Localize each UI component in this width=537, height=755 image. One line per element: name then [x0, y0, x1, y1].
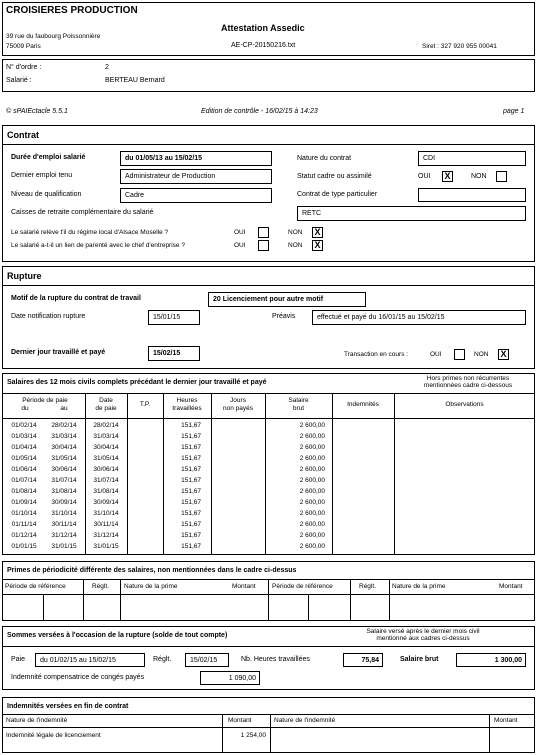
- row-salaire-brut: 2 600,00: [299, 466, 325, 473]
- preavis-field: effectué et payé du 16/01/15 au 15/02/15: [312, 310, 526, 325]
- contrat-title: Contrat: [7, 130, 39, 140]
- preavis-label: Préavis: [272, 313, 296, 320]
- company-name: CROISIERES PRODUCTION: [6, 5, 138, 16]
- col-heures-header-1: Heures: [176, 397, 198, 404]
- sommes-title: Sommes versées à l'occasion de la rupture (solde de tout compte): [7, 632, 228, 639]
- emploi-field: Administrateur de Production: [120, 169, 272, 184]
- row-salaire-brut: 2 600,00: [299, 499, 325, 506]
- col-date-header-1: Date: [99, 397, 113, 404]
- row-date-paie: 28/02/14: [93, 422, 119, 429]
- parente-oui-checkbox[interactable]: [258, 240, 269, 251]
- conges-field: 1 090,00: [200, 671, 260, 685]
- salaires-col-sep-6: [332, 393, 333, 555]
- sommes-title-divider: [2, 646, 535, 647]
- salaires-note: Hors primes non récurrentes mentionnées cadre ci-dessous: [423, 375, 513, 389]
- alsace-non-label: NON: [288, 229, 303, 236]
- primes-reglt-header-left: Réglt.: [92, 583, 109, 590]
- row-du: 01/07/14: [11, 477, 37, 484]
- row-heures: 151,67: [181, 477, 201, 484]
- salaire-brut-label: Salaire brut: [400, 656, 439, 663]
- row-du: 01/06/14: [11, 466, 37, 473]
- row-date-paie: 31/12/14: [93, 532, 119, 539]
- software-version: © sPAIEctacle 5.5.1: [6, 108, 68, 115]
- salaires-col-sep-7: [394, 393, 395, 555]
- rupture-title-divider: [2, 285, 535, 286]
- primes-col-sep-2: [83, 579, 84, 621]
- dernier-jour-label: Dernier jour travaillé et payé: [11, 349, 106, 356]
- primes-periode-header-right: Période de référence: [272, 583, 333, 590]
- row-au: 31/12/14: [51, 532, 77, 539]
- row-date-paie: 31/05/14: [93, 455, 119, 462]
- reglt-label: Réglt.: [153, 656, 172, 663]
- sommes-note: Salaire versé après le dernier mois civil mentionné aux cadres ci-dessus: [366, 628, 480, 642]
- salaires-title-divider: [2, 393, 535, 394]
- row-heures: 151,67: [181, 466, 201, 473]
- caisses-field: RETC: [297, 206, 526, 221]
- row-salaire-brut: 2 600,00: [299, 455, 325, 462]
- row-heures: 151,67: [181, 510, 201, 517]
- alsace-question: Le salarié relève t'il du régime local d'Alsace Moselle ?: [11, 229, 169, 236]
- indemnite-row-montant: 1 254,00: [240, 732, 266, 739]
- indemnites-nature-header-right: Nature de l'indemnité: [274, 717, 336, 724]
- col-indemnites-header: Indemnités: [347, 401, 379, 408]
- order-number-value: 2: [105, 64, 109, 71]
- col-salaire-header-2: brut: [292, 405, 305, 412]
- contrat-title-divider: [2, 144, 535, 145]
- row-salaire-brut: 2 600,00: [299, 477, 325, 484]
- reglt-field: 15/02/15: [185, 653, 229, 667]
- salaires-col-sep-5: [265, 393, 266, 555]
- primes-montant-header-left: Montant: [232, 583, 256, 590]
- col-heures-header-2: travaillées: [172, 405, 202, 412]
- row-heures: 151,67: [181, 543, 201, 550]
- duree-field: du 01/05/13 au 15/02/15: [120, 151, 272, 166]
- row-heures: 151,67: [181, 455, 201, 462]
- document-reference: AE-CP-20150216.txt: [231, 42, 296, 49]
- row-salaire-brut: 2 600,00: [299, 433, 325, 440]
- paie-label: Paie: [11, 656, 26, 663]
- row-du: 01/08/14: [11, 488, 37, 495]
- duree-label: Durée d'emploi salarié: [11, 154, 86, 161]
- col-jours-header-2: non payés: [223, 405, 253, 412]
- type-particulier-field: [418, 188, 526, 202]
- row-du: 01/03/14: [11, 433, 37, 440]
- indemnites-montant-header-right: Montant: [494, 717, 518, 724]
- niveau-field: Cadre: [120, 188, 272, 203]
- primes-col-sep-7: [389, 579, 390, 621]
- row-heures: 151,67: [181, 488, 201, 495]
- alsace-oui-label: OUI: [234, 229, 246, 236]
- indemnites-montant-header-left: Montant: [228, 717, 252, 724]
- employee-frame: [2, 59, 535, 92]
- indemnites-title-divider: [2, 714, 535, 715]
- row-date-paie: 31/07/14: [93, 477, 119, 484]
- primes-col-sep-1: [43, 594, 44, 621]
- salaires-col-sep-3: [163, 393, 164, 555]
- parente-non-checkbox[interactable]: X: [312, 240, 323, 251]
- primes-nature-header-left: Nature de la prime: [124, 583, 178, 590]
- row-au: 30/04/14: [51, 444, 77, 451]
- company-siret: Siret : 327 920 955 00041: [422, 43, 497, 50]
- primes-col-sep-6: [350, 579, 351, 621]
- employee-label: Salarié :: [6, 77, 32, 84]
- employee-name: BERTEAU Bernard: [105, 77, 165, 84]
- edition-info: Edition de contrôle - 16/02/15 à 14:23: [201, 108, 318, 115]
- row-au: 31/03/14: [51, 433, 77, 440]
- row-du: 01/11/14: [11, 521, 37, 528]
- motif-label: Motif de la rupture du contrat de travail: [11, 295, 141, 302]
- statut-oui-checkbox[interactable]: X: [442, 171, 453, 182]
- transaction-non-label: NON: [474, 351, 489, 358]
- col-salaire-header-1: Salaire: [288, 397, 309, 404]
- row-au: 31/05/14: [51, 455, 77, 462]
- transaction-non-checkbox[interactable]: X: [498, 349, 509, 360]
- primes-reglt-header-right: Réglt.: [359, 583, 376, 590]
- parente-question: Le salarié a-t-il un lien de parenté avec le chef d'entreprise ?: [11, 242, 185, 249]
- row-au: 31/10/14: [51, 510, 77, 517]
- salaires-header-divider: [2, 418, 535, 419]
- statut-oui-label: OUI: [418, 173, 431, 180]
- heures-travaillees-field: 75,84: [343, 653, 383, 667]
- row-du: 01/01/15: [11, 543, 37, 550]
- row-du: 01/09/14: [11, 499, 37, 506]
- indemnites-col-sep-3: [489, 714, 490, 753]
- row-du: 01/10/14: [11, 510, 37, 517]
- row-date-paie: 30/11/14: [93, 521, 119, 528]
- row-au: 31/07/14: [51, 477, 77, 484]
- col-tp-header: T.P.: [139, 401, 151, 408]
- row-heures: 151,67: [181, 422, 201, 429]
- statut-cadre-label: Statut cadre ou assimilé: [297, 173, 372, 180]
- row-du: 01/05/14: [11, 455, 37, 462]
- row-salaire-brut: 2 600,00: [299, 444, 325, 451]
- transaction-label: Transaction en cours :: [344, 351, 409, 358]
- row-salaire-brut: 2 600,00: [299, 532, 325, 539]
- primes-col-sep-3: [120, 579, 121, 621]
- motif-field: 20 Licenciement pour autre motif: [208, 292, 366, 307]
- caisses-label: Caisses de retraite complémentaire du salarié: [11, 209, 154, 216]
- row-salaire-brut: 2 600,00: [299, 543, 325, 550]
- col-du-header: du: [21, 405, 29, 412]
- row-salaire-brut: 2 600,00: [299, 521, 325, 528]
- col-date-header-2: de paie: [95, 405, 117, 412]
- paie-field: du 01/02/15 au 15/02/15: [35, 653, 145, 667]
- salaires-col-sep-2: [127, 393, 128, 555]
- indemnites-title: Indemnités versées en fin de contrat: [7, 703, 129, 710]
- nature-contrat-label: Nature du contrat: [297, 155, 352, 162]
- nature-contrat-field: CDI: [418, 151, 526, 166]
- primes-nature-header-right: Nature de la prime: [392, 583, 446, 590]
- salaire-brut-field: 1 300,00: [456, 653, 526, 667]
- row-date-paie: 31/03/14: [93, 433, 119, 440]
- alsace-non-checkbox[interactable]: X: [312, 227, 323, 238]
- indemnite-row-nature: Indemnité légale de licenciement: [6, 732, 101, 739]
- company-address-line2: 75009 Paris: [6, 43, 41, 50]
- notification-field: 15/01/15: [148, 310, 200, 325]
- indemnites-header-divider: [2, 727, 535, 728]
- page-number: page 1: [503, 108, 525, 115]
- statut-non-checkbox[interactable]: [496, 171, 507, 182]
- row-salaire-brut: 2 600,00: [299, 510, 325, 517]
- rupture-title: Rupture: [7, 271, 42, 281]
- col-periode-header: Période de paie: [22, 397, 68, 404]
- alsace-oui-checkbox[interactable]: [258, 227, 269, 238]
- row-heures: 151,67: [181, 521, 201, 528]
- primes-title: Primes de périodicité différente des salaires, non mentionnées dans le cadre ci-dessus: [7, 567, 297, 574]
- col-observations-header: Observations: [445, 401, 484, 408]
- parente-oui-label: OUI: [234, 242, 246, 249]
- row-salaire-brut: 2 600,00: [299, 422, 325, 429]
- row-date-paie: 31/10/14: [93, 510, 119, 517]
- row-du: 01/02/14: [11, 422, 37, 429]
- salaires-title: Salaires des 12 mois civils complets précédant le dernier jour travaillé et payé: [7, 379, 267, 386]
- parente-non-label: NON: [288, 242, 303, 249]
- salaires-col-sep-4: [211, 393, 212, 555]
- primes-col-sep-4: [268, 579, 269, 621]
- row-au: 30/09/14: [51, 499, 77, 506]
- emploi-label: Dernier emploi tenu: [11, 172, 73, 179]
- row-au: 30/06/14: [51, 466, 77, 473]
- statut-non-label: NON: [471, 173, 487, 180]
- row-du: 01/04/14: [11, 444, 37, 451]
- transaction-oui-label: OUI: [430, 351, 442, 358]
- primes-periode-header-left: Période de référence: [5, 583, 66, 590]
- row-au: 31/08/14: [51, 488, 77, 495]
- company-address-line1: 39 rue du faubourg Poissonnière: [6, 33, 101, 40]
- row-au: 30/11/14: [51, 521, 77, 528]
- niveau-label: Niveau de qualification: [11, 191, 82, 198]
- conges-label: Indemnité compensatrice de congés payés: [11, 674, 145, 681]
- row-salaire-brut: 2 600,00: [299, 488, 325, 495]
- dernier-jour-field: 15/02/15: [148, 346, 200, 361]
- row-date-paie: 31/01/15: [93, 543, 119, 550]
- primes-col-sep-5: [308, 594, 309, 621]
- indemnites-nature-header-left: Nature de l'indemnité: [6, 717, 68, 724]
- order-number-label: N° d'ordre :: [6, 64, 42, 71]
- heures-travaillees-label: Nb. Heures travaillées: [241, 656, 310, 663]
- salaires-col-sep-1: [85, 393, 86, 555]
- notification-label: Date notification rupture: [11, 313, 86, 320]
- row-date-paie: 31/08/14: [93, 488, 119, 495]
- row-date-paie: 30/04/14: [93, 444, 119, 451]
- row-date-paie: 30/09/14: [93, 499, 119, 506]
- primes-montant-header-right: Montant: [499, 583, 523, 590]
- row-heures: 151,67: [181, 444, 201, 451]
- row-heures: 151,67: [181, 433, 201, 440]
- row-heures: 151,67: [181, 499, 201, 506]
- type-particulier-label: Contrat de type particulier: [297, 191, 378, 198]
- row-au: 31/01/15: [51, 543, 77, 550]
- row-heures: 151,67: [181, 532, 201, 539]
- indemnites-col-sep-2: [270, 714, 271, 753]
- col-jours-header-1: Jours: [230, 397, 246, 404]
- row-au: 28/02/14: [51, 422, 77, 429]
- document-title: Attestation Assedic: [221, 23, 305, 33]
- row-date-paie: 30/06/14: [93, 466, 119, 473]
- row-du: 01/12/14: [11, 532, 37, 539]
- transaction-oui-checkbox[interactable]: [454, 349, 465, 360]
- col-au-header: au: [60, 405, 68, 412]
